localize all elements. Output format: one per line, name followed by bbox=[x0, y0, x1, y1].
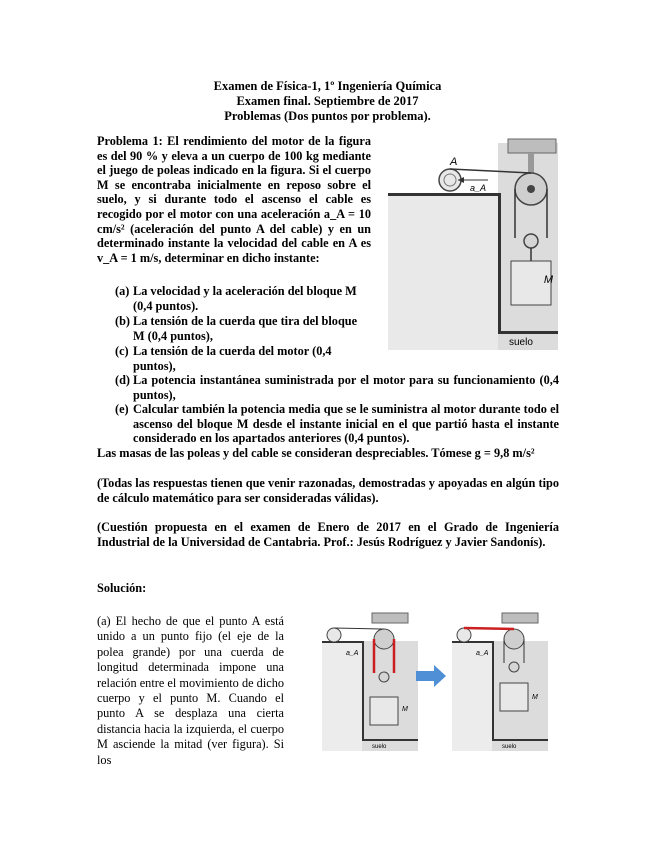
block-m bbox=[500, 683, 528, 711]
mass-label: M bbox=[532, 694, 538, 701]
block-m bbox=[370, 697, 398, 725]
ground-line bbox=[492, 739, 548, 741]
item-text: La velocidad y la aceleración del bloque M (0,4 puntos). bbox=[133, 284, 357, 313]
point-a-label: A bbox=[450, 156, 458, 168]
motor-cable bbox=[334, 628, 384, 629]
wall-edge bbox=[492, 641, 494, 741]
ground-label: suelo bbox=[372, 744, 387, 750]
solution-figure-right bbox=[452, 611, 548, 751]
ceiling-support bbox=[372, 613, 408, 623]
large-pulley bbox=[504, 629, 524, 649]
item-text: La tensión de la cuerda del motor (0,4 puntos), bbox=[133, 344, 332, 373]
movable-pulley bbox=[524, 234, 538, 248]
item-label: (b) bbox=[115, 314, 131, 328]
exam-title: Examen de Física-1, 1º Ingeniería Química bbox=[213, 79, 442, 93]
motor-drum bbox=[327, 628, 341, 642]
item-text: La potencia instantánea suministrada por el motor para su funcionamiento (0,4 puntos), bbox=[133, 373, 559, 402]
transition-arrow bbox=[416, 665, 446, 687]
ceiling-support bbox=[502, 613, 538, 623]
problem-item-b bbox=[115, 314, 371, 343]
problem-item-a bbox=[115, 284, 371, 313]
mass-label: M bbox=[402, 706, 408, 713]
exam-points-note: Problemas (Dos puntos por problema). bbox=[224, 109, 431, 123]
accel-label: a_A bbox=[346, 650, 359, 657]
ceiling-support bbox=[508, 139, 556, 153]
ground-label: suelo bbox=[502, 744, 517, 750]
wall-edge bbox=[498, 193, 501, 333]
movable-pulley bbox=[379, 672, 389, 682]
reasoning-note: (Todas las respuestas tienen que venir razonadas, demostradas y apoyadas en algún tipo de cálculo matemático para ser consideradas válidas). bbox=[97, 476, 559, 505]
solution-heading: Solución: bbox=[97, 581, 147, 595]
pulley-axle bbox=[527, 185, 535, 193]
wall-edge bbox=[362, 641, 364, 741]
wall-top bbox=[322, 641, 362, 643]
highlight-motor-cable bbox=[464, 628, 514, 629]
item-label: (e) bbox=[115, 402, 129, 416]
item-label: (a) bbox=[115, 284, 130, 298]
masses-note: Las masas de las poleas y del cable se consideran despreciables. Tómese g = 9,8 m/s² bbox=[97, 446, 535, 460]
right-arrow-icon bbox=[416, 665, 446, 687]
wall-top bbox=[452, 641, 492, 643]
ground-line bbox=[498, 331, 558, 334]
wall-background bbox=[388, 193, 498, 350]
pulley-figure bbox=[388, 133, 558, 350]
solution-figure-left bbox=[322, 611, 418, 751]
item-text: Calcular también la potencia media que se le suministra al motor durante todo el ascenso del bloque M desde el instante inicial en el que partió hasta el instante considerado en los apartados anteriores (0,4 puntos). bbox=[133, 402, 559, 446]
item-text: La tensión de la cuerda que tira del bloque M (0,4 puntos), bbox=[133, 314, 358, 343]
large-pulley bbox=[374, 629, 394, 649]
accel-label: a_A bbox=[470, 183, 487, 193]
problem-item-e bbox=[115, 402, 559, 446]
item-label: (c) bbox=[115, 344, 129, 358]
wall-background bbox=[322, 641, 362, 751]
problem-statement: Problema 1: El rendimiento del motor de la figura es del 90 % y eleva a un cuerpo de 100 kg mediante el juego de poleas indicado en la figura. Si el cuerpo M se encontraba inicialmente en reposo sobre el suelo, y si durante todo el ascenso el cable es recogido por el motor con una aceleración a_A = 10 cm/s² (aceleración del punto A del cable) y en un determinado instante la velocidad del cable en A es v_A = 1 m/s, determinar en dicho instante: bbox=[97, 134, 371, 265]
item-label: (d) bbox=[115, 373, 131, 387]
mass-label: M bbox=[543, 274, 553, 286]
motor-drum bbox=[457, 628, 471, 642]
ground-label: suelo bbox=[509, 337, 533, 348]
problem-item-d bbox=[115, 373, 559, 402]
wall-background bbox=[452, 641, 492, 751]
source-note: (Cuestión propuesta en el examen de Enero de 2017 en el Grado de Ingeniería Industrial de la Universidad de Cantabria. Prof.: Jesús Rodríguez y Javier Sandonís). bbox=[97, 520, 559, 549]
motor-drum bbox=[439, 169, 461, 191]
solution-paragraph: (a) El hecho de que el punto A está unido a un punto fijo (el eje de la polea grande) por una cuerda de longitud determinada impone una relación entre el movimiento de dicho cuerpo y el punto M. Cuando el punto A se desplaza una cierta distancia hacia la izquierda, el cuerpo M asciende la mitad (ver figura). Si los bbox=[97, 614, 284, 767]
accel-label: a_A bbox=[476, 650, 489, 657]
ground-line bbox=[362, 739, 418, 741]
exam-subtitle: Examen final. Septiembre de 2017 bbox=[236, 94, 419, 108]
movable-pulley bbox=[509, 662, 519, 672]
ground-background bbox=[362, 641, 418, 751]
wall-top bbox=[388, 193, 498, 196]
problem-item-c bbox=[115, 344, 371, 373]
support-rod bbox=[528, 153, 534, 175]
